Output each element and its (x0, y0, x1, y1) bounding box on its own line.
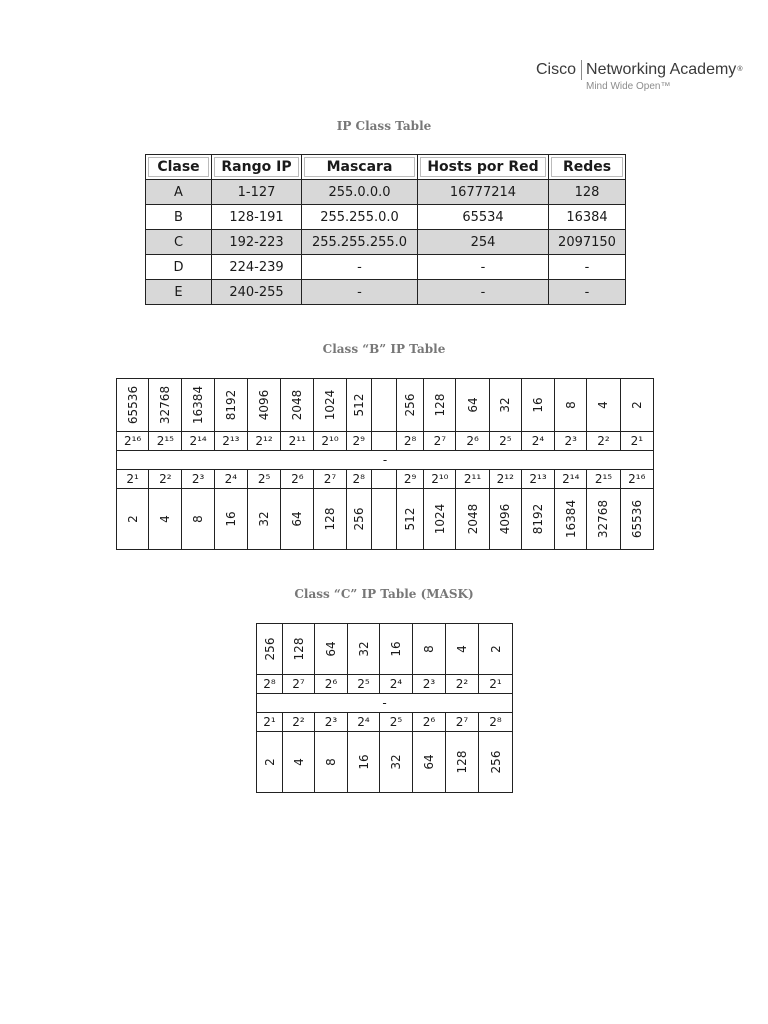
class-b-value-cell-text: 8192 (531, 503, 546, 535)
cell-clase: A (146, 180, 212, 205)
cell-clase: C (146, 230, 212, 255)
class-c-power-cell: 2³ (315, 713, 348, 732)
class-b-power-cell: 2⁸ (397, 432, 424, 451)
class-b-value-cell (587, 379, 620, 432)
class-c-power-cell: 2⁴ (380, 675, 413, 694)
class-b-value-cell (117, 489, 149, 550)
class-b-power-cell: 2⁶ (281, 470, 314, 489)
class-b-power-cell: 2⁵ (247, 470, 280, 489)
class-c-power-cell: 2⁵ (348, 675, 380, 694)
logo-brand: Cisco (536, 61, 577, 78)
class-b-value-cell-text: 128 (323, 507, 338, 531)
class-b-value-cell (424, 379, 456, 432)
logo-product: Networking Academy (586, 61, 737, 78)
cell-mascara: 255.0.0.0 (302, 180, 418, 205)
class-c-top-values-row (257, 624, 513, 675)
class-b-ip-table (116, 378, 654, 550)
cell-hosts: 16777214 (418, 180, 549, 205)
class-b-value-cell (424, 489, 456, 550)
class-b-value-cell-text: 16 (531, 397, 546, 413)
class-c-value-cell-text: 2 (262, 758, 277, 766)
class-b-value-cell-text: 2048 (465, 503, 480, 535)
class-b-value-cell (456, 379, 489, 432)
class-b-power-cell: 2¹⁰ (314, 432, 346, 451)
table-row (146, 280, 626, 305)
class-b-power-cell (371, 432, 396, 451)
class-c-value-cell-text: 32 (356, 641, 371, 657)
class-b-power-cell: 2¹² (489, 470, 521, 489)
class-b-value-cell-text: 512 (403, 507, 418, 531)
class-b-value-cell (214, 489, 247, 550)
table-row (146, 180, 626, 205)
class-c-value-cell (380, 624, 413, 675)
class-b-value-cell-text: 256 (403, 393, 418, 417)
class-c-power-cell: 2⁷ (446, 713, 479, 732)
class-b-value-cell (314, 379, 346, 432)
class-b-top-values-row (117, 379, 654, 432)
class-c-value-cell (380, 732, 413, 793)
class-b-value-cell (555, 379, 587, 432)
class-c-power-cell: 2⁷ (283, 675, 315, 694)
class-c-value-cell-text: 256 (488, 750, 503, 774)
class-c-value-cell-text: 16 (356, 754, 371, 770)
class-c-value-cell (413, 732, 446, 793)
class-b-power-cell: 2¹⁵ (149, 432, 182, 451)
cell-redes: 16384 (549, 205, 626, 230)
class-b-value-cell (149, 489, 182, 550)
class-b-value-cell (214, 379, 247, 432)
class-c-value-cell-text: 64 (422, 754, 436, 770)
class-c-power-cell: 2¹ (479, 675, 513, 694)
class-b-value-cell (182, 379, 214, 432)
class-c-table-caption: Class “C” IP Table (MASK) (294, 587, 474, 601)
class-b-value-cell-text: 64 (290, 511, 305, 527)
class-b-value-cell (397, 379, 424, 432)
class-c-value-cell (315, 624, 348, 675)
cell-mascara: 255.255.0.0 (302, 205, 418, 230)
class-b-value-cell-text: 1024 (432, 503, 447, 535)
class-c-value-cell-text: 128 (291, 637, 306, 661)
class-c-value-cell-text: 4 (455, 645, 469, 653)
logo-divider (581, 60, 582, 80)
table-row (146, 255, 626, 280)
class-b-value-cell (346, 489, 371, 550)
cell-rango-ip: 224-239 (212, 255, 302, 280)
ip-class-table (145, 154, 626, 305)
class-b-value-cell-text: 32 (498, 397, 513, 413)
class-c-value-cell (479, 732, 513, 793)
class-b-value-cell-text: 65536 (125, 385, 140, 425)
cisco-logo (536, 60, 751, 96)
class-b-value-cell (521, 379, 554, 432)
class-b-separator-row (117, 451, 654, 470)
logo-tagline: Mind Wide Open™ (586, 81, 671, 92)
cell-mascara: - (302, 280, 418, 305)
cell-rango-ip: 128-191 (212, 205, 302, 230)
cell-clase: E (146, 280, 212, 305)
class-c-power-cell: 2⁸ (479, 713, 513, 732)
class-b-separator-cell: - (117, 451, 654, 470)
class-c-power-cell: 2¹ (257, 713, 283, 732)
cell-hosts: 254 (418, 230, 549, 255)
class-b-power-cell: 2¹ (117, 470, 149, 489)
class-b-value-cell (620, 379, 653, 432)
class-b-value-cell (247, 379, 280, 432)
class-b-value-cell (117, 379, 149, 432)
class-b-value-cell (489, 489, 521, 550)
class-c-value-cell-text: 4 (291, 758, 306, 766)
class-c-value-cell-text: 8 (324, 758, 338, 766)
class-b-value-cell-text: 8192 (223, 389, 238, 421)
class-b-power-cell: 2¹⁶ (620, 470, 653, 489)
header-redes: Redes (549, 155, 626, 180)
class-b-value-cell-text: 64 (465, 397, 480, 413)
class-b-value-cell-text: 32768 (158, 385, 173, 425)
cell-redes: 2097150 (549, 230, 626, 255)
class-b-power-cell: 2¹³ (521, 470, 554, 489)
class-b-value-cell (371, 379, 396, 432)
class-c-separator-row (257, 694, 513, 713)
class-c-separator-cell: - (257, 694, 513, 713)
class-c-value-cell-text: 64 (324, 641, 338, 657)
class-b-power-cell: 2⁹ (397, 470, 424, 489)
class-c-value-cell (283, 732, 315, 793)
class-c-value-cell-text: 16 (389, 641, 403, 657)
class-b-value-cell-text: 32 (257, 511, 272, 527)
class-c-value-cell-text: 32 (389, 754, 403, 770)
class-b-value-cell-text: 256 (351, 507, 366, 531)
class-b-power-cell (371, 470, 396, 489)
cell-mascara: 255.255.255.0 (302, 230, 418, 255)
class-b-power-cell: 2¹² (247, 432, 280, 451)
cell-rango-ip: 192-223 (212, 230, 302, 255)
class-b-value-cell-text: 4 (596, 401, 611, 409)
cell-mascara: - (302, 255, 418, 280)
class-c-bottom-powers-row (257, 713, 513, 732)
class-b-bottom-powers-row (117, 470, 654, 489)
class-c-power-cell: 2⁶ (315, 675, 348, 694)
class-c-value-cell (315, 732, 348, 793)
class-c-power-cell: 2³ (413, 675, 446, 694)
class-c-value-cell (446, 624, 479, 675)
class-b-value-cell-text: 4 (158, 515, 173, 523)
class-c-value-cell (446, 732, 479, 793)
class-b-value-cell-text: 512 (351, 393, 366, 417)
ip-class-header-row (146, 155, 626, 180)
class-c-top-powers-row (257, 675, 513, 694)
class-b-power-cell: 2¹⁴ (555, 470, 587, 489)
class-c-value-cell (479, 624, 513, 675)
class-c-power-cell: 2⁶ (413, 713, 446, 732)
class-b-value-cell-text: 65536 (629, 499, 644, 539)
class-b-value-cell (620, 489, 653, 550)
class-b-value-cell (314, 489, 346, 550)
class-b-power-cell: 2¹⁴ (182, 432, 214, 451)
class-b-value-cell-text: 4096 (498, 503, 513, 535)
class-b-value-cell-text: 2 (125, 515, 140, 523)
class-b-value-cell-text: 8 (191, 515, 206, 523)
class-b-power-cell: 2⁶ (456, 432, 489, 451)
class-c-value-cell-text: 8 (422, 645, 436, 653)
class-c-value-cell (413, 624, 446, 675)
class-b-value-cell (182, 489, 214, 550)
class-b-power-cell: 2¹⁵ (587, 470, 620, 489)
class-b-power-cell: 2¹ (620, 432, 653, 451)
class-b-power-cell: 2³ (182, 470, 214, 489)
class-b-power-cell: 2² (149, 470, 182, 489)
cell-redes: - (549, 255, 626, 280)
cell-rango-ip: 1-127 (212, 180, 302, 205)
class-b-power-cell: 2⁷ (424, 432, 456, 451)
class-b-value-cell (371, 489, 396, 550)
class-b-power-cell: 2⁵ (489, 432, 521, 451)
class-b-table-caption: Class “B” IP Table (322, 342, 446, 356)
class-b-value-cell-text: 16384 (563, 499, 578, 539)
header-rango-ip: Rango IP (212, 155, 302, 180)
class-c-power-cell: 2⁵ (380, 713, 413, 732)
class-b-value-cell (281, 489, 314, 550)
class-b-value-cell-text: 1024 (323, 389, 338, 421)
class-c-power-cell: 2⁴ (348, 713, 380, 732)
class-b-power-cell: 2¹¹ (456, 470, 489, 489)
cell-clase: B (146, 205, 212, 230)
class-c-power-cell: 2² (446, 675, 479, 694)
class-b-power-cell: 2¹³ (214, 432, 247, 451)
class-b-power-cell: 2² (587, 432, 620, 451)
cell-hosts: - (418, 280, 549, 305)
class-c-value-cell-text: 128 (455, 750, 469, 774)
class-b-value-cell-text: 128 (432, 393, 447, 417)
class-c-power-cell: 2² (283, 713, 315, 732)
header-clase: Clase (146, 155, 212, 180)
class-b-power-cell: 2⁴ (521, 432, 554, 451)
class-b-value-cell (346, 379, 371, 432)
class-c-value-cell (257, 624, 283, 675)
cell-rango-ip: 240-255 (212, 280, 302, 305)
class-c-value-cell (348, 624, 380, 675)
header-hosts-por-red: Hosts por Red (418, 155, 549, 180)
class-b-value-cell-text: 16384 (191, 385, 206, 425)
table-row (146, 205, 626, 230)
class-b-power-cell: 2⁹ (346, 432, 371, 451)
cell-hosts: - (418, 255, 549, 280)
class-c-power-cell: 2⁸ (257, 675, 283, 694)
class-b-value-cell-text: 16 (223, 511, 238, 527)
class-b-value-cell-text: 2 (629, 401, 644, 409)
logo-registered-mark: ® (737, 66, 743, 73)
class-b-value-cell (521, 489, 554, 550)
class-b-power-cell: 2¹⁶ (117, 432, 149, 451)
class-b-value-cell (456, 489, 489, 550)
class-b-bottom-values-row (117, 489, 654, 550)
class-b-value-cell (489, 379, 521, 432)
class-b-value-cell (149, 379, 182, 432)
class-b-value-cell (555, 489, 587, 550)
class-c-ip-table (256, 623, 513, 793)
class-c-value-cell (348, 732, 380, 793)
class-b-value-cell (247, 489, 280, 550)
class-b-value-cell-text: 4096 (257, 389, 272, 421)
class-b-power-cell: 2¹¹ (281, 432, 314, 451)
table-row (146, 230, 626, 255)
class-c-value-cell-text: 2 (488, 645, 503, 653)
cell-redes: - (549, 280, 626, 305)
ip-class-table-caption: IP Class Table (336, 119, 432, 133)
class-b-value-cell-text: 32768 (596, 499, 611, 539)
class-b-value-cell-text: 8 (563, 401, 578, 409)
class-b-power-cell: 2¹⁰ (424, 470, 456, 489)
class-b-value-cell (587, 489, 620, 550)
class-c-value-cell (257, 732, 283, 793)
class-b-power-cell: 2⁴ (214, 470, 247, 489)
class-b-power-cell: 2³ (555, 432, 587, 451)
class-b-value-cell (281, 379, 314, 432)
class-c-value-cell-text: 256 (262, 637, 277, 661)
cell-redes: 128 (549, 180, 626, 205)
cell-hosts: 65534 (418, 205, 549, 230)
cell-clase: D (146, 255, 212, 280)
class-c-value-cell (283, 624, 315, 675)
class-b-value-cell-text: 2048 (290, 389, 305, 421)
header-mascara: Mascara (302, 155, 418, 180)
class-b-power-cell: 2⁷ (314, 470, 346, 489)
class-b-value-cell (397, 489, 424, 550)
class-b-top-powers-row (117, 432, 654, 451)
class-b-power-cell: 2⁸ (346, 470, 371, 489)
class-c-bottom-values-row (257, 732, 513, 793)
